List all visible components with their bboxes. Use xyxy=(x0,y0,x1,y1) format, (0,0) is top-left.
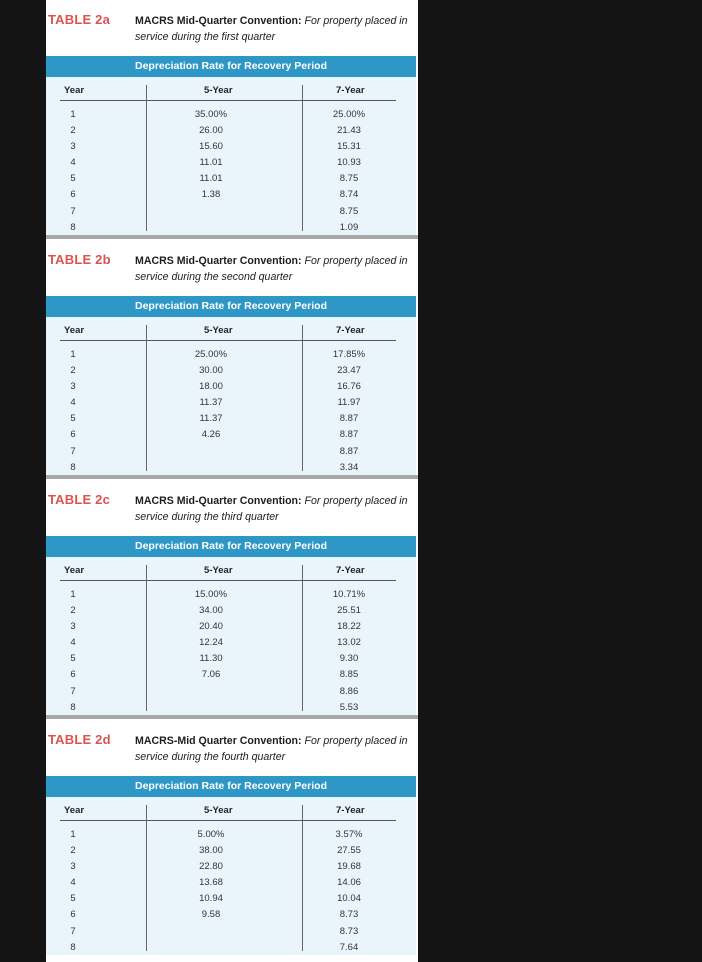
table-cell: 11.30 xyxy=(199,653,223,665)
table-cell: 11.37 xyxy=(199,413,223,425)
table-cell: 4 xyxy=(70,157,76,169)
column-divider xyxy=(302,325,303,471)
table-cell: 1 xyxy=(70,109,76,120)
table-cell: 18.00 xyxy=(199,381,223,393)
header-rule xyxy=(60,580,396,581)
table-cell: 3 xyxy=(70,861,76,873)
table-2c xyxy=(46,480,418,720)
table-cell: 7.06 xyxy=(201,669,221,681)
table-cell: 16.76 xyxy=(337,381,361,393)
seven-year-column xyxy=(322,107,376,236)
table-title xyxy=(135,493,415,525)
table-cell: 11.01 xyxy=(199,173,223,185)
table-title xyxy=(135,13,415,45)
table-cell: 5.00% xyxy=(197,829,225,840)
table-title-italic: For property placed in service during the third quarter xyxy=(135,495,408,523)
table-cell: 26.00 xyxy=(199,125,223,137)
table-title-italic: For property placed in service during the fourth quarter xyxy=(135,735,408,763)
column-divider xyxy=(146,805,147,951)
table-cell: 3 xyxy=(70,141,76,153)
five-year-column xyxy=(184,107,238,236)
header-rule xyxy=(60,100,396,101)
column-header-7-year: 7-Year xyxy=(336,85,365,96)
column-divider xyxy=(302,565,303,711)
column-divider xyxy=(146,565,147,711)
year-column xyxy=(68,827,78,956)
column-divider xyxy=(302,85,303,231)
table-title xyxy=(135,733,415,765)
table-cell: 18.22 xyxy=(337,621,361,633)
table-cell xyxy=(184,444,238,460)
table-title-bold: MACRS Mid-Quarter Convention: xyxy=(135,255,302,267)
section-divider xyxy=(46,235,418,239)
table-cell: 1 xyxy=(70,589,76,600)
table-cell: 8 xyxy=(70,221,76,233)
table-cell: 13.68 xyxy=(199,877,223,889)
table-cell xyxy=(184,924,238,940)
column-divider xyxy=(302,805,303,951)
table-cell: 7 xyxy=(70,925,76,937)
table-cell: 8.85 xyxy=(339,669,359,681)
five-year-column xyxy=(184,587,238,716)
table-2b xyxy=(46,240,418,480)
table-cell xyxy=(184,220,238,236)
table-cell: 8.75 xyxy=(339,205,359,217)
table-cell: 25.51 xyxy=(337,605,361,617)
column-header-5-year: 5-Year xyxy=(204,565,233,576)
table-cell xyxy=(184,700,238,716)
table-cell: 10.93 xyxy=(337,157,361,169)
table-body xyxy=(46,317,416,475)
table-cell: 4 xyxy=(70,397,76,409)
section-divider xyxy=(46,475,418,479)
table-cell: 10.71% xyxy=(332,589,366,600)
table-cell: 4 xyxy=(70,637,76,649)
table-cell: 1.09 xyxy=(339,221,359,233)
table-cell: 8.73 xyxy=(339,909,359,921)
table-cell: 35.00% xyxy=(194,109,228,120)
table-cell: 5 xyxy=(70,173,76,185)
column-header-7-year: 7-Year xyxy=(336,565,365,576)
table-cell: 8.86 xyxy=(339,685,359,697)
table-title-bold: MACRS Mid-Quarter Convention: xyxy=(135,15,302,27)
year-column xyxy=(68,587,78,716)
table-cell: 20.40 xyxy=(199,621,223,633)
table-cell: 6 xyxy=(70,189,76,201)
table-cell: 23.47 xyxy=(337,365,361,377)
column-header-7-year: 7-Year xyxy=(336,805,365,816)
table-header-band: Depreciation Rate for Recovery Period xyxy=(46,776,416,797)
table-cell xyxy=(184,460,238,476)
seven-year-column xyxy=(322,347,376,476)
table-cell: 8.74 xyxy=(339,189,359,201)
table-header-band: Depreciation Rate for Recovery Period xyxy=(46,536,416,557)
table-cell: 11.37 xyxy=(199,397,223,409)
table-cell: 8.87 xyxy=(339,429,359,441)
table-title-bold: MACRS-Mid Quarter Convention: xyxy=(135,735,302,747)
table-cell: 13.02 xyxy=(337,637,361,649)
document-page xyxy=(46,0,418,962)
section-divider xyxy=(46,715,418,719)
column-header-5-year: 5-Year xyxy=(204,805,233,816)
table-cell: 38.00 xyxy=(199,845,223,857)
table-cell: 8.73 xyxy=(339,925,359,937)
table-cell: 4 xyxy=(70,877,76,889)
table-cell: 27.55 xyxy=(337,845,361,857)
table-cell: 3 xyxy=(70,621,76,633)
table-cell xyxy=(184,940,238,956)
column-header-5-year: 5-Year xyxy=(204,85,233,96)
year-column xyxy=(68,107,78,236)
table-cell: 9.30 xyxy=(339,653,359,665)
table-cell: 1 xyxy=(70,349,76,360)
table-cell: 5 xyxy=(70,653,76,665)
table-cell: 8 xyxy=(70,701,76,713)
column-header-year: Year xyxy=(64,565,85,576)
table-cell: 7 xyxy=(70,685,76,697)
table-cell xyxy=(184,684,238,700)
table-cell: 3 xyxy=(70,381,76,393)
table-cell: 5 xyxy=(70,893,76,905)
table-cell: 22.80 xyxy=(199,861,223,873)
table-body xyxy=(46,557,416,715)
table-cell: 30.00 xyxy=(199,365,223,377)
seven-year-column xyxy=(322,827,376,956)
table-id: TABLE 2c xyxy=(48,492,111,507)
table-cell: 15.31 xyxy=(337,141,361,153)
table-cell: 4.26 xyxy=(201,429,221,441)
table-cell: 9.58 xyxy=(201,909,221,921)
table-cell: 8 xyxy=(70,461,76,473)
table-id: TABLE 2b xyxy=(48,252,111,267)
table-cell: 15.00% xyxy=(194,589,228,600)
column-header-7-year: 7-Year xyxy=(336,325,365,336)
table-2d xyxy=(46,720,418,960)
table-cell: 2 xyxy=(70,605,76,617)
year-column xyxy=(68,347,78,476)
table-cell: 7 xyxy=(70,205,76,217)
table-cell: 3.34 xyxy=(339,461,359,473)
table-title-bold: MACRS Mid-Quarter Convention: xyxy=(135,495,302,507)
table-title-italic: For property placed in service during the second quarter xyxy=(135,255,408,283)
five-year-column xyxy=(184,827,238,956)
table-body xyxy=(46,77,416,235)
table-cell: 2 xyxy=(70,365,76,377)
column-divider xyxy=(146,325,147,471)
table-cell: 8 xyxy=(70,941,76,953)
table-cell: 11.01 xyxy=(199,157,223,169)
table-header-band: Depreciation Rate for Recovery Period xyxy=(46,296,416,317)
table-cell: 6 xyxy=(70,669,76,681)
table-cell: 1.38 xyxy=(201,189,221,201)
table-body xyxy=(46,797,416,955)
table-cell: 5 xyxy=(70,413,76,425)
column-header-year: Year xyxy=(64,325,85,336)
table-cell: 7.64 xyxy=(339,941,359,953)
table-cell: 25.00% xyxy=(332,109,366,120)
table-cell: 34.00 xyxy=(199,605,223,617)
header-rule xyxy=(60,820,396,821)
column-divider xyxy=(146,85,147,231)
header-rule xyxy=(60,340,396,341)
table-cell: 19.68 xyxy=(337,861,361,873)
table-cell: 8.87 xyxy=(339,413,359,425)
table-cell: 3.57% xyxy=(335,829,363,840)
table-id: TABLE 2a xyxy=(48,12,111,27)
column-header-year: Year xyxy=(64,805,85,816)
table-cell: 6 xyxy=(70,429,76,441)
table-header-band: Depreciation Rate for Recovery Period xyxy=(46,56,416,77)
table-cell: 6 xyxy=(70,909,76,921)
table-id: TABLE 2d xyxy=(48,732,111,747)
table-cell: 7 xyxy=(70,445,76,457)
table-cell: 2 xyxy=(70,125,76,137)
column-header-5-year: 5-Year xyxy=(204,325,233,336)
table-cell: 15.60 xyxy=(199,141,223,153)
table-cell xyxy=(184,204,238,220)
table-cell: 11.97 xyxy=(337,397,361,409)
table-cell: 14.06 xyxy=(337,877,361,889)
table-cell: 12.24 xyxy=(199,637,223,649)
table-cell: 5.53 xyxy=(339,701,359,713)
table-cell: 8.75 xyxy=(339,173,359,185)
table-cell: 10.94 xyxy=(199,893,223,905)
table-title xyxy=(135,253,415,285)
five-year-column xyxy=(184,347,238,476)
table-title-italic: For property placed in service during the first quarter xyxy=(135,15,408,43)
column-header-year: Year xyxy=(64,85,85,96)
table-cell: 17.85% xyxy=(332,349,366,360)
table-cell: 2 xyxy=(70,845,76,857)
seven-year-column xyxy=(322,587,376,716)
table-cell: 10.04 xyxy=(337,893,361,905)
table-cell: 1 xyxy=(70,829,76,840)
table-cell: 8.87 xyxy=(339,445,359,457)
table-2a xyxy=(46,0,418,240)
table-cell: 21.43 xyxy=(337,125,361,137)
table-cell: 25.00% xyxy=(194,349,228,360)
